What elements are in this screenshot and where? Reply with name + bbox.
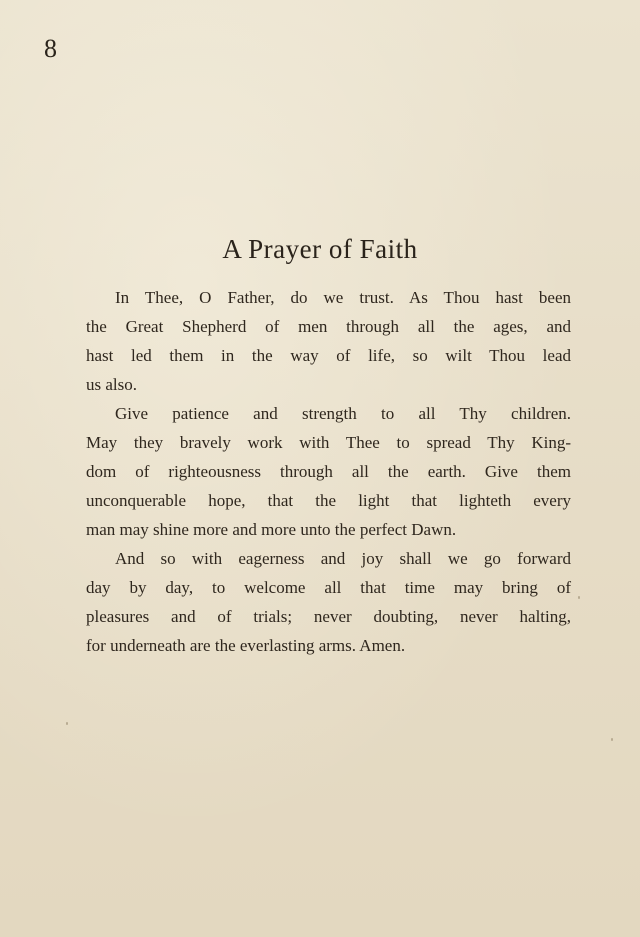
paragraph-1 [86,283,571,399]
text-line: us also. [86,375,137,394]
text-line: dom of righteousness through all the earth. Give them [86,462,571,481]
paper-speck [578,596,580,599]
text-line: for underneath are the everlasting arms. Amen. [86,636,406,655]
text-line: the Great Shepherd of men through all the ages, and [86,317,571,336]
page-title: A Prayer of Faith [222,234,418,264]
paper-speck [66,722,68,725]
text-line: And so with eagerness and joy shall we go forward [115,549,571,568]
text-line: day by day, to welcome all that time may bring of [86,578,571,597]
paper-speck [611,738,613,741]
paragraph-3 [86,544,571,660]
text-line: In Thee, O Father, do we trust. As Thou hast been [115,288,571,307]
text-line: man may shine more and more unto the perfect Dawn. [86,520,457,539]
page-number: 8 [44,34,57,63]
prayer-body [86,283,571,660]
text-line: pleasures and of trials; never doubting, never halting, [86,607,571,626]
text-line: May they bravely work with Thee to spread Thy King- [86,433,571,452]
text-line: unconquerable hope, that the light that lighteth every [86,491,571,510]
paragraph-2 [86,399,571,544]
text-line: Give patience and strength to all Thy children. [115,404,571,423]
text-line: hast led them in the way of life, so wilt Thou lead [86,346,571,365]
